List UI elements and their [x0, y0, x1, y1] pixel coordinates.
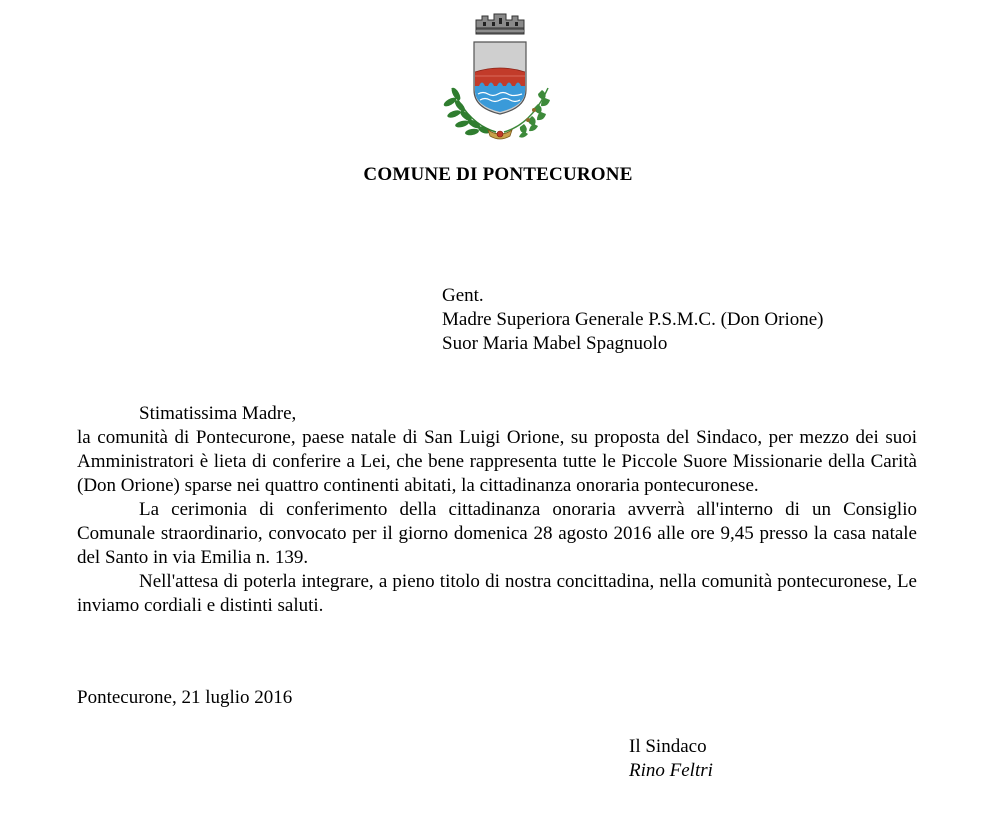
town-name-heading: COMUNE DI PONTECURONE	[363, 164, 633, 185]
letter-paragraph-1: la comunità di Pontecurone, paese natale di San Luigi Orione, su proposta del Sindaco, per mezzo dei suoi Amministratori è lieta di conferire a Lei, che bene rappresenta tutte le Piccole Suore Missionarie della Carità (Don Orione) sparse nei quattro continenti abitati, la cittadinanza onoraria pontecuronese.	[77, 427, 917, 496]
recipient-name: Suor Maria Mabel Spagnuolo	[442, 333, 668, 354]
shield-icon	[474, 42, 526, 114]
mural-crown-icon	[476, 14, 524, 34]
recipient-greeting: Gent.	[442, 285, 484, 306]
letter-body	[77, 402, 917, 618]
recipient-role: Madre Superiora Generale P.S.M.C. (Don Orione)	[442, 309, 824, 330]
letter-paragraph-3: Nell'attesa di poterla integrare, a pieno titolo di nostra concittadina, nella comunità pontecuronese, Le inviamo cordiali e distinti saluti.	[77, 571, 917, 616]
letter-paragraph-2: La cerimonia di conferimento della cittadinanza onoraria avverrà all'interno di un Consiglio Comunale straordinario, convocato per il giorno domenica 28 agosto 2016 alle ore 9,45 presso la casa natale del Santo in via Emilia n. 139.	[77, 499, 917, 568]
letter-salutation: Stimatissima Madre,	[139, 403, 297, 424]
municipal-coat-of-arms-icon	[438, 8, 562, 142]
signature-block	[629, 735, 713, 783]
signer-title: Il Sindaco	[629, 736, 707, 757]
place-and-date: Pontecurone, 21 luglio 2016	[77, 687, 293, 708]
ribbon-icon	[488, 130, 512, 139]
recipient-address-block	[442, 284, 824, 356]
signer-name: Rino Feltri	[629, 760, 713, 781]
